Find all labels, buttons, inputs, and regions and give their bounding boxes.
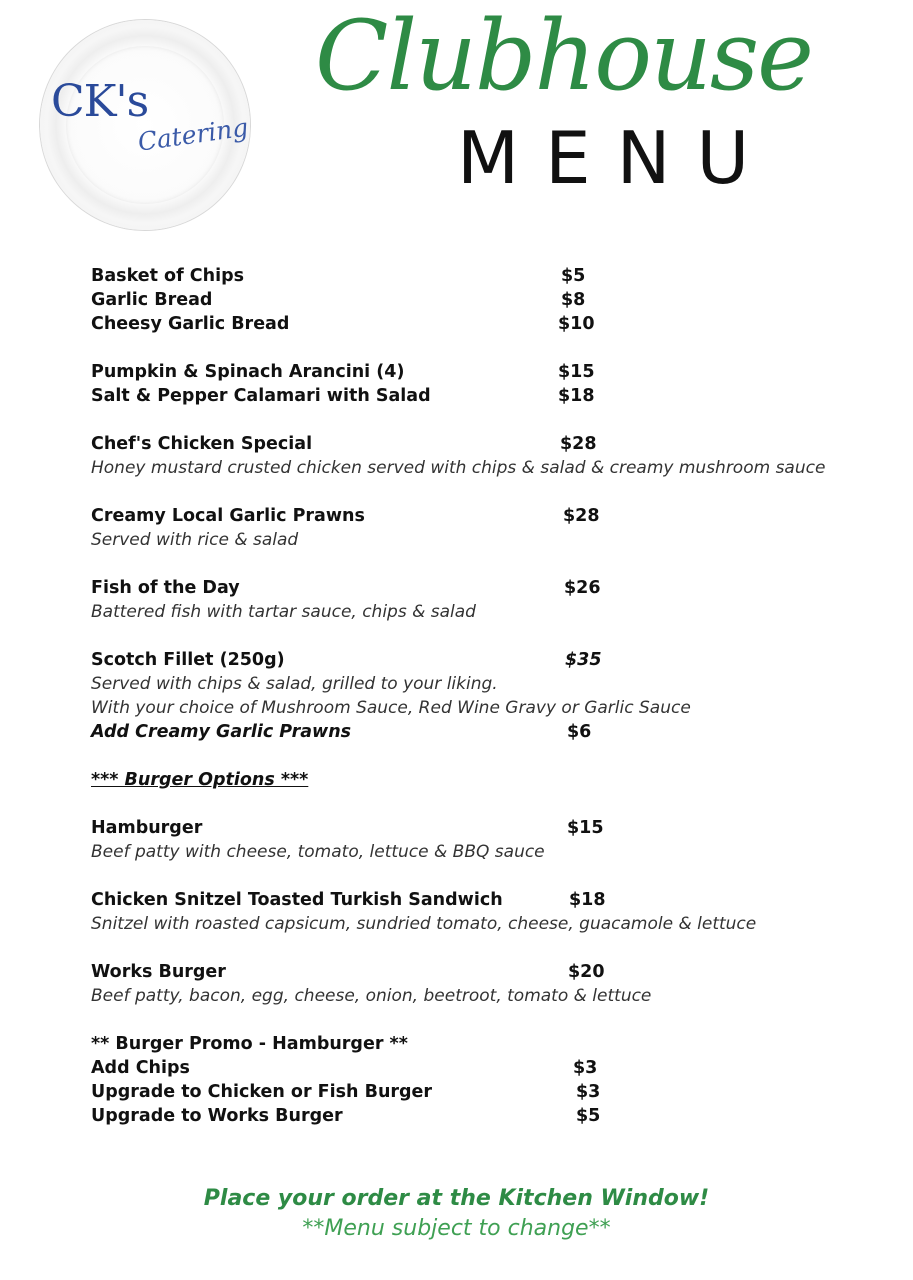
item-name: Upgrade to Chicken or Fish Burger	[91, 1082, 433, 1102]
menu-item	[91, 432, 831, 456]
item-price: $5	[561, 266, 586, 286]
item-price: $18	[569, 890, 606, 910]
item-price: $28	[560, 434, 597, 454]
item-price: $10	[558, 314, 595, 334]
item-description: Served with chips & salad, grilled to your liking.	[91, 674, 498, 694]
item-price: $28	[563, 506, 600, 526]
item-description: Served with rice & salad	[91, 530, 299, 550]
item-price: $20	[568, 962, 605, 982]
menu-list	[91, 264, 831, 1128]
menu-item	[91, 888, 831, 912]
logo-main-text: CK's	[51, 76, 149, 127]
menu-item	[91, 576, 831, 600]
menu-item	[91, 960, 831, 984]
item-price: $15	[567, 818, 604, 838]
menu-item	[91, 312, 831, 336]
promo-item	[91, 1104, 831, 1128]
item-name: Scotch Fillet (250g)	[91, 650, 285, 670]
item-price: $8	[561, 290, 586, 310]
menu-title: MENU	[457, 116, 776, 200]
section-heading	[91, 1032, 831, 1056]
item-price: $35	[565, 650, 602, 670]
item-price: $5	[576, 1106, 601, 1126]
menu-item	[91, 504, 831, 528]
item-name: Add Chips	[91, 1058, 190, 1078]
item-price: $3	[573, 1058, 598, 1078]
item-name: Fish of the Day	[91, 578, 240, 598]
logo-sub-text: Catering	[136, 112, 250, 157]
menu-item	[91, 360, 831, 384]
item-price: $26	[564, 578, 601, 598]
item-description: Battered fish with tartar sauce, chips & salad	[91, 602, 476, 622]
menu-item	[91, 816, 831, 840]
addon-name: Add Creamy Garlic Prawns	[91, 722, 352, 742]
item-description: With your choice of Mushroom Sauce, Red Wine Gravy or Garlic Sauce	[91, 698, 691, 718]
promo-heading: ** Burger Promo - Hamburger **	[91, 1034, 408, 1054]
item-price: $15	[558, 362, 595, 382]
order-instruction: Place your order at the Kitchen Window!	[203, 1186, 710, 1211]
item-name: Basket of Chips	[91, 266, 245, 286]
item-name: Garlic Bread	[91, 290, 213, 310]
menu-item	[91, 264, 831, 288]
burger-options-heading: *** Burger Options ***	[91, 770, 309, 790]
item-name: Chef's Chicken Special	[91, 434, 313, 454]
item-name: Pumpkin & Spinach Arancini (4)	[91, 362, 405, 382]
item-name: Creamy Local Garlic Prawns	[91, 506, 365, 526]
item-description: Honey mustard crusted chicken served with chips & salad & creamy mushroom sauce	[91, 458, 826, 478]
menu-item	[91, 288, 831, 312]
promo-item	[91, 1080, 831, 1104]
clubhouse-title: Clubhouse	[315, 0, 812, 112]
item-name: Salt & Pepper Calamari with Salad	[91, 386, 431, 406]
menu-addon	[91, 720, 831, 744]
item-description: Snitzel with roasted capsicum, sundried tomato, cheese, guacamole & lettuce	[91, 914, 757, 934]
promo-item	[91, 1056, 831, 1080]
item-name: Cheesy Garlic Bread	[91, 314, 290, 334]
item-name: Hamburger	[91, 818, 203, 838]
item-description: Beef patty with cheese, tomato, lettuce & BBQ sauce	[91, 842, 545, 862]
menu-item	[91, 648, 831, 672]
addon-price: $6	[567, 722, 592, 742]
item-name: Upgrade to Works Burger	[91, 1106, 343, 1126]
menu-item	[91, 384, 831, 408]
catering-logo	[40, 20, 250, 230]
item-price: $3	[576, 1082, 601, 1102]
item-description: Beef patty, bacon, egg, cheese, onion, beetroot, tomato & lettuce	[91, 986, 652, 1006]
item-name: Works Burger	[91, 962, 226, 982]
item-price: $18	[558, 386, 595, 406]
menu-change-note: **Menu subject to change**	[302, 1216, 611, 1241]
item-name: Chicken Snitzel Toasted Turkish Sandwich	[91, 890, 503, 910]
section-heading	[91, 768, 831, 792]
